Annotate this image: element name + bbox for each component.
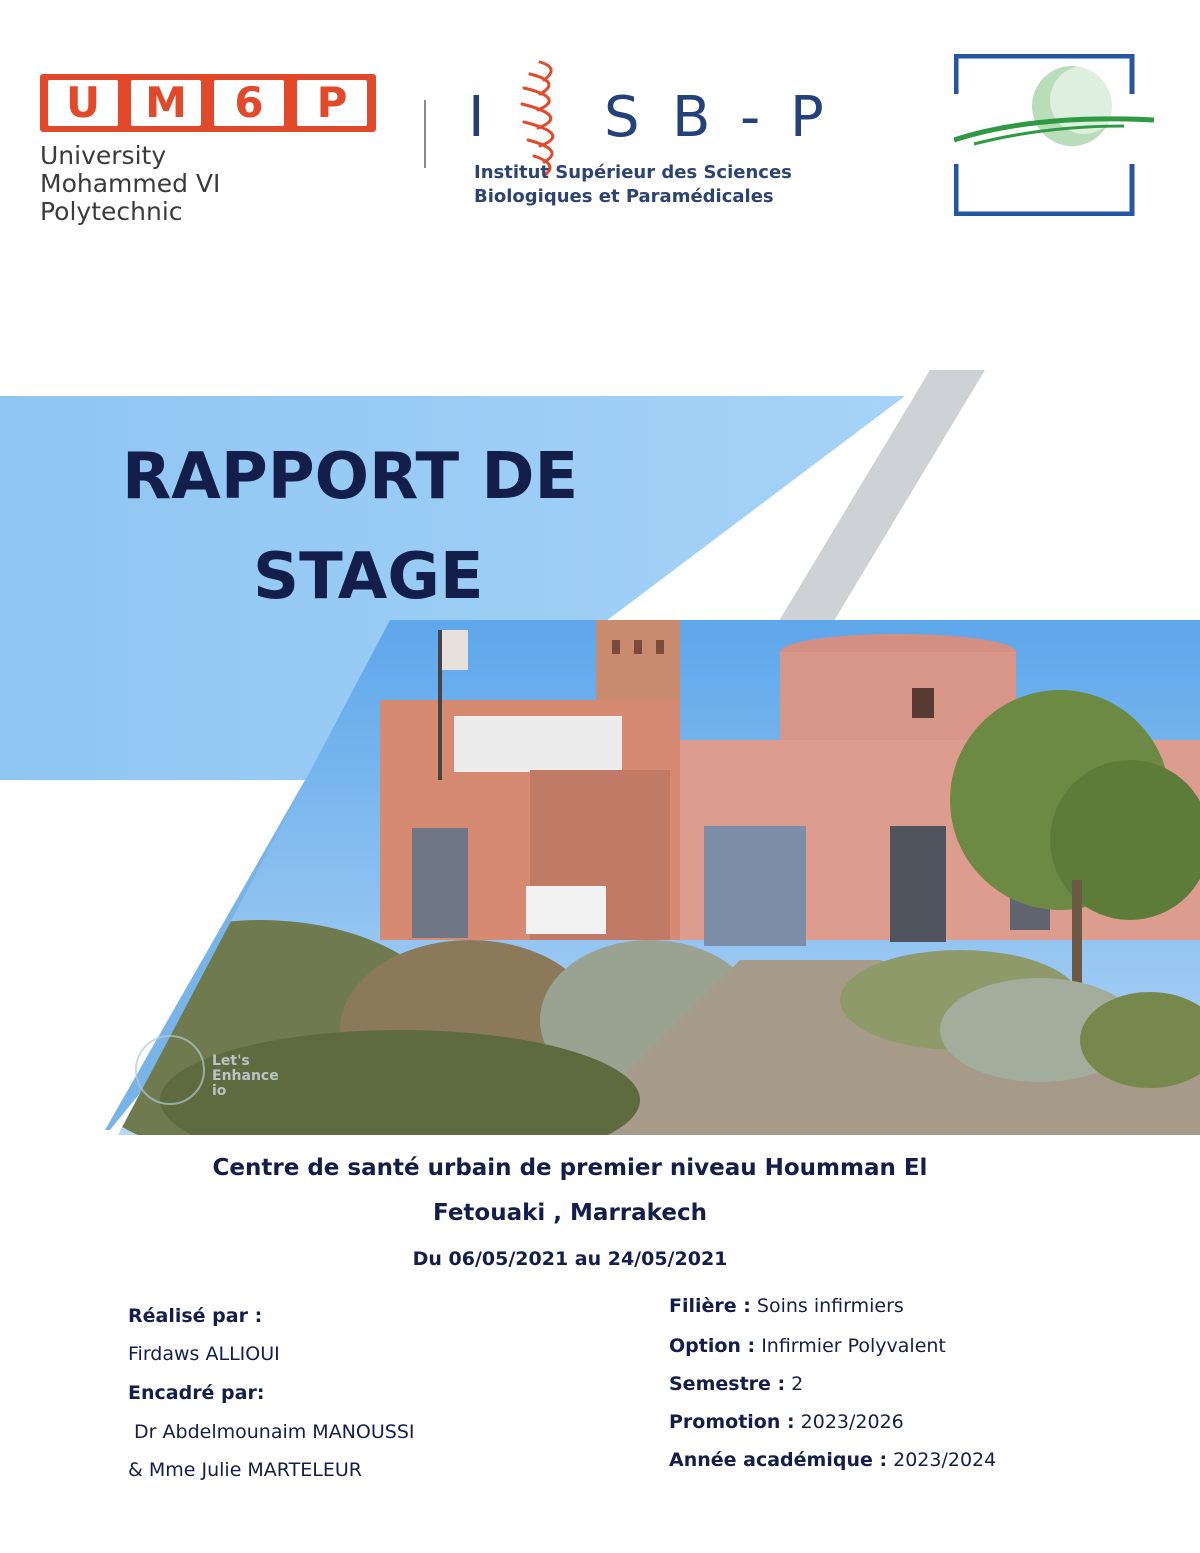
supervisor-name-2: & Mme Julie MARTELEUR [128,1459,362,1481]
um6p-letter: M [131,80,201,126]
watermark-line3: io [212,1083,227,1099]
isbp-letter: I [468,85,485,150]
annee-value: 2023/2024 [893,1449,997,1471]
option-value: Infirmier Polyvalent [761,1335,946,1357]
um6p-name-line1: University [40,141,167,170]
isbp-letter: S [604,85,640,150]
semestre-value: 2 [791,1373,804,1395]
location-line1: Centre de santé urbain de premier niveau Houmman El [212,1155,928,1181]
watermark-line1: Let's [212,1053,250,1069]
internship-dates: Du 06/05/2021 au 24/05/2021 [412,1248,728,1270]
isbp-name-line1: Institut Supérieur des Sciences [474,162,792,183]
semestre-row [669,1372,803,1396]
logo-divider [424,100,426,168]
realise-label: Réalisé par : [128,1305,263,1327]
um6p-name-line3: Polytechnic [40,197,183,226]
student-name: Firdaws ALLIOUI [128,1343,280,1365]
annee-row [669,1448,996,1472]
um6p-letter: P [297,80,367,126]
um6p-logo [40,74,376,132]
health-center-photo [0,600,1200,1140]
supervisor-name-1: Dr Abdelmounaim MANOUSSI [128,1421,415,1443]
dna-helix-icon [500,58,590,178]
title-line2: STAGE [253,540,484,614]
isbp-letter: B [672,85,711,150]
watermark-line2: Enhance [212,1068,279,1084]
promotion-row [669,1410,904,1434]
isbp-letter: P [790,85,824,150]
filiere-label: Filière : [669,1295,751,1317]
location-line2: Fetouaki , Marrakech [433,1200,707,1226]
annee-label: Année académique : [669,1449,888,1471]
um6p-letter: U [48,80,118,126]
filiere-row [669,1294,904,1318]
option-label: Option : [669,1335,756,1357]
um6p-letter: 6 [214,80,284,126]
um6p-name-line2: Mohammed VI [40,169,221,198]
title-line1: RAPPORT DE [122,440,579,514]
isbp-name-line2: Biologiques et Paramédicales [474,186,774,207]
semestre-label: Semestre : [669,1373,786,1395]
photo-watermark [212,1054,279,1099]
green-crescent-emblem-icon [954,54,1154,216]
promotion-label: Promotion : [669,1411,795,1433]
option-row [669,1334,946,1358]
filiere-value: Soins infirmiers [756,1295,904,1317]
encadre-label: Encadré par: [128,1382,265,1404]
promotion-value: 2023/2026 [800,1411,904,1433]
isbp-letter: - [740,85,761,150]
